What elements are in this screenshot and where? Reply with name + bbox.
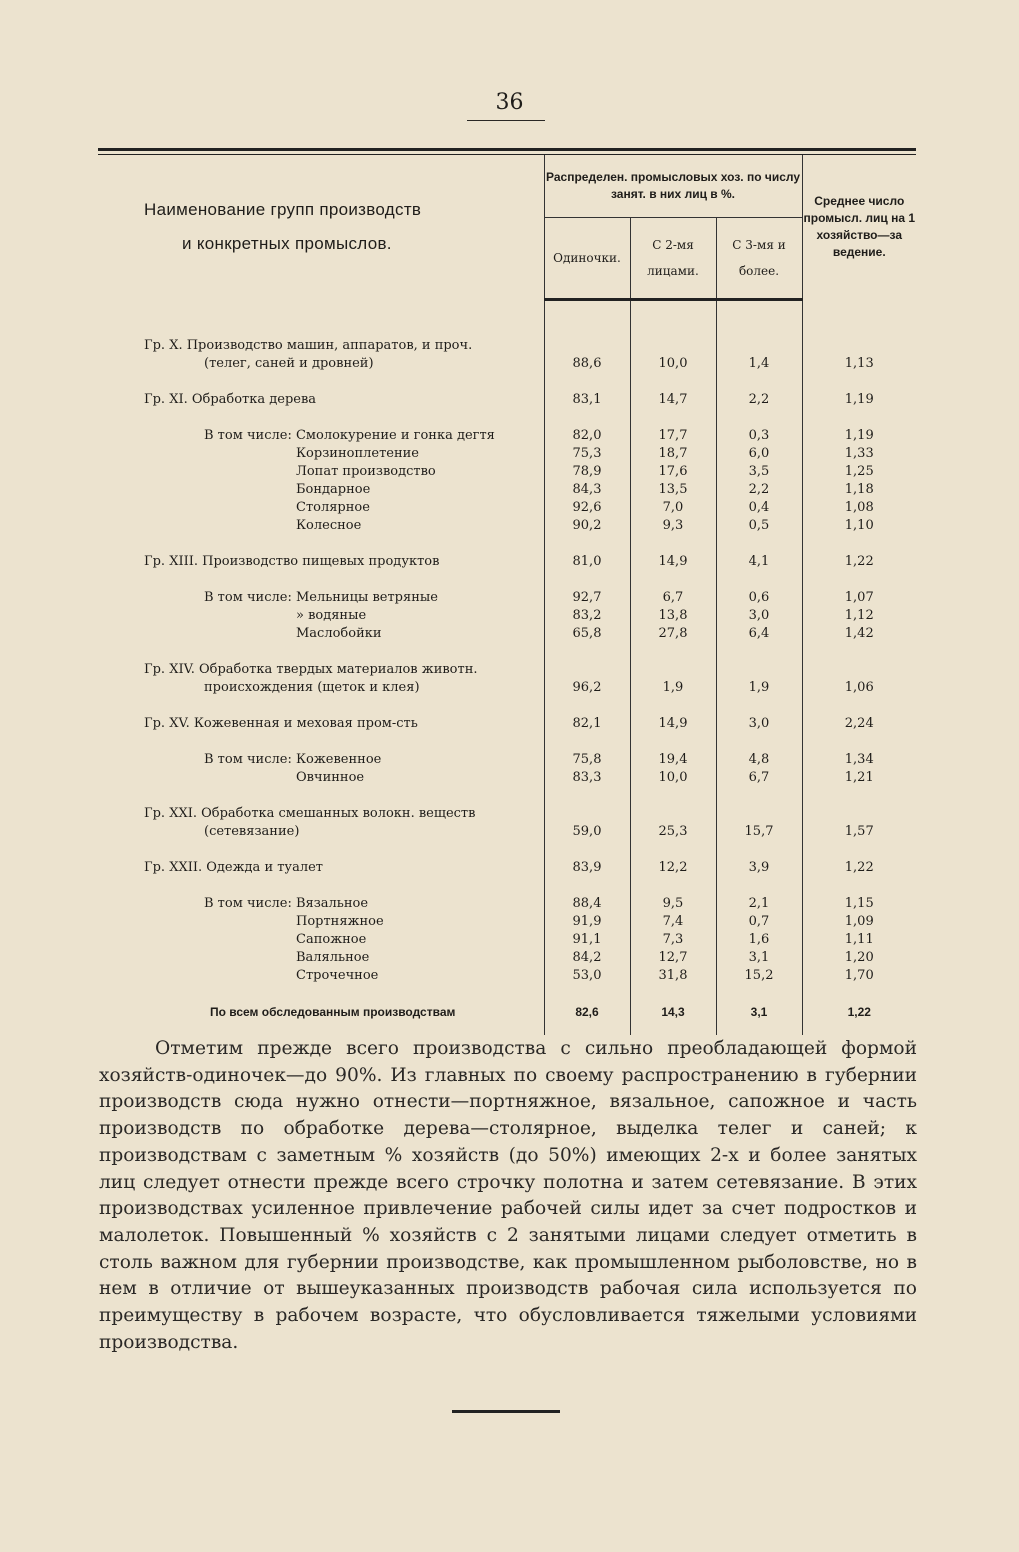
value-cell-b: 9,5 (630, 895, 716, 913)
table-row (98, 391, 916, 409)
value-cell-c: 4,1 (716, 553, 802, 571)
value-cell-a: 83,1 (544, 391, 630, 409)
value-cell-b: 14,3 (630, 1003, 716, 1021)
row-name (98, 481, 544, 499)
value-cell-c: 3,9 (716, 859, 802, 877)
row-name (98, 949, 544, 967)
value-cell-a: 82,6 (544, 1003, 630, 1021)
row-name-text: Маслобойки (296, 626, 382, 641)
row-name-text: Гр. XXII. Одежда и туалет (144, 860, 323, 875)
header-name-line2: и конкретных промыслов. (182, 234, 392, 254)
spacer-cell (802, 841, 916, 859)
value-cell-c: 2,2 (716, 481, 802, 499)
value-cell-c: 15,7 (716, 805, 802, 841)
value-cell-d: 1,22 (802, 859, 916, 877)
value-cell-b: 7,0 (630, 499, 716, 517)
value-cell-b: 17,7 (630, 427, 716, 445)
value-cell-c: 0,3 (716, 427, 802, 445)
value-cell-b: 14,7 (630, 391, 716, 409)
spacer-cell (802, 733, 916, 751)
header-name-line1: Наименование групп производств (144, 200, 422, 220)
row-name (98, 427, 544, 445)
value-cell-d: 1,13 (802, 337, 916, 373)
value-cell-a: 92,6 (544, 499, 630, 517)
value-cell-b: 12,2 (630, 859, 716, 877)
table-row (98, 805, 916, 841)
row-name-continuation: происхождения (щеток и клея) (204, 680, 420, 695)
value-cell-c: 6,0 (716, 445, 802, 463)
spacer-cell (630, 787, 716, 805)
value-cell-d: 1,11 (802, 931, 916, 949)
table-row (98, 967, 916, 985)
spacer-cell (716, 697, 802, 715)
value-cell-a: 83,2 (544, 607, 630, 625)
spacer-cell (630, 409, 716, 427)
value-cell-a: 84,3 (544, 481, 630, 499)
spacer-cell (802, 787, 916, 805)
value-cell-d: 1,70 (802, 967, 916, 985)
spacer-cell (98, 1021, 544, 1035)
row-name (98, 1003, 544, 1021)
value-cell-c: 0,7 (716, 913, 802, 931)
table-row (98, 553, 916, 571)
value-cell-d: 2,24 (802, 715, 916, 733)
value-cell-d: 1,34 (802, 751, 916, 769)
table-row (98, 715, 916, 733)
table-row (98, 499, 916, 517)
table-row (98, 463, 916, 481)
spacer-cell (630, 300, 716, 338)
page-number-rule (467, 120, 545, 121)
spacer-cell (630, 1021, 716, 1035)
row-name-text: Гр. XIV. Обработка твердых материалов животн. (144, 662, 478, 677)
spacer-cell (630, 733, 716, 751)
table-spacer-row (98, 697, 916, 715)
spacer-cell (544, 643, 630, 661)
value-cell-b: 9,3 (630, 517, 716, 535)
spacer-cell (802, 373, 916, 391)
table-spacer-row (98, 409, 916, 427)
spacer-cell (716, 643, 802, 661)
table-row (98, 859, 916, 877)
table-row (98, 931, 916, 949)
spacer-cell (98, 300, 544, 338)
row-name-text: Бондарное (296, 482, 371, 497)
row-name-text: Гр. XI. Обработка дерева (144, 392, 317, 407)
row-name-text: Гр. X. Производство машин, аппаратов, и проч. (144, 338, 473, 353)
end-rule (452, 1410, 560, 1413)
row-name (98, 391, 544, 409)
row-name (98, 589, 544, 607)
table-row (98, 445, 916, 463)
spacer-cell (630, 841, 716, 859)
row-name-continuation: (телег, саней и дровней) (204, 356, 374, 371)
value-cell-b: 14,9 (630, 715, 716, 733)
header-two-persons: С 2-мя лицами. (630, 218, 716, 300)
row-name-text: Гр. XIII. Производство пищевых продуктов (144, 554, 440, 569)
value-cell-d: 1,08 (802, 499, 916, 517)
table-row (98, 751, 916, 769)
row-name-text: Овчинное (296, 770, 365, 785)
table-end-spacer (98, 1021, 916, 1035)
value-cell-a: 88,4 (544, 895, 630, 913)
value-cell-b: 19,4 (630, 751, 716, 769)
value-cell-b: 7,3 (630, 931, 716, 949)
row-name (98, 463, 544, 481)
table-row (98, 895, 916, 913)
value-cell-a: 92,7 (544, 589, 630, 607)
value-cell-a: 59,0 (544, 805, 630, 841)
spacer-cell (716, 733, 802, 751)
value-cell-d: 1,20 (802, 949, 916, 967)
value-cell-b: 6,7 (630, 589, 716, 607)
spacer-cell (716, 877, 802, 895)
value-cell-b: 14,9 (630, 553, 716, 571)
value-cell-d: 1,22 (802, 553, 916, 571)
value-cell-b: 17,6 (630, 463, 716, 481)
row-name-text: Сапожное (296, 932, 367, 947)
row-name-text: Гр. XXI. Обработка смешанных волокн. веществ (144, 806, 476, 821)
row-name (98, 607, 544, 625)
value-cell-d: 1,19 (802, 391, 916, 409)
value-cell-d: 1,06 (802, 661, 916, 697)
value-cell-d: 1,33 (802, 445, 916, 463)
value-cell-a: 53,0 (544, 967, 630, 985)
row-name (98, 661, 544, 697)
spacer-cell (716, 1021, 802, 1035)
value-cell-d: 1,25 (802, 463, 916, 481)
row-name-text: Корзиноплетение (296, 446, 419, 461)
value-cell-c: 3,1 (716, 949, 802, 967)
value-cell-c: 2,1 (716, 895, 802, 913)
spacer-cell (716, 787, 802, 805)
value-cell-a: 82,0 (544, 427, 630, 445)
table-row (98, 589, 916, 607)
value-cell-d: 1,15 (802, 895, 916, 913)
table-spacer-row (98, 571, 916, 589)
value-cell-d: 1,42 (802, 625, 916, 643)
row-name (98, 625, 544, 643)
value-cell-a: 75,3 (544, 445, 630, 463)
header-single: Одиночки. (544, 218, 630, 300)
row-name (98, 805, 544, 841)
spacer-cell (98, 877, 544, 895)
value-cell-c: 3,5 (716, 463, 802, 481)
row-name (98, 751, 544, 769)
value-cell-a: 91,9 (544, 913, 630, 931)
table-spacer-row (98, 300, 916, 338)
value-cell-b: 31,8 (630, 967, 716, 985)
spacer-cell (544, 409, 630, 427)
row-name-text: В том числе: Смолокурение и гонка дегтя (204, 428, 495, 443)
spacer-cell (802, 571, 916, 589)
spacer-cell (630, 985, 716, 1003)
row-name (98, 337, 544, 373)
value-cell-c: 0,5 (716, 517, 802, 535)
table-spacer-row (98, 643, 916, 661)
row-name-text: Гр. XV. Кожевенная и меховая пром-сть (144, 716, 418, 731)
table-spacer-row (98, 373, 916, 391)
spacer-cell (544, 733, 630, 751)
table-row (98, 949, 916, 967)
spacer-cell (544, 985, 630, 1003)
spacer-cell (630, 697, 716, 715)
spacer-cell (716, 535, 802, 553)
value-cell-d: 1,57 (802, 805, 916, 841)
value-cell-c: 3,1 (716, 1003, 802, 1021)
value-cell-b: 1,9 (630, 661, 716, 697)
value-cell-b: 10,0 (630, 337, 716, 373)
row-name (98, 445, 544, 463)
row-name-text: » водяные (296, 608, 367, 623)
spacer-cell (716, 571, 802, 589)
spacer-cell (98, 571, 544, 589)
table-row (98, 337, 916, 373)
row-name (98, 517, 544, 535)
value-cell-a: 83,9 (544, 859, 630, 877)
row-name-text: В том числе: Кожевенное (204, 752, 382, 767)
value-cell-a: 65,8 (544, 625, 630, 643)
value-cell-d: 1,09 (802, 913, 916, 931)
value-cell-a: 88,6 (544, 337, 630, 373)
spacer-cell (544, 300, 630, 338)
value-cell-c: 6,7 (716, 769, 802, 787)
spacer-cell (630, 571, 716, 589)
header-three-more: С 3-мя и более. (716, 218, 802, 300)
value-cell-a: 78,9 (544, 463, 630, 481)
row-name (98, 859, 544, 877)
spacer-cell (544, 787, 630, 805)
value-cell-b: 7,4 (630, 913, 716, 931)
value-cell-a: 90,2 (544, 517, 630, 535)
value-cell-c: 4,8 (716, 751, 802, 769)
spacer-cell (630, 535, 716, 553)
value-cell-c: 15,2 (716, 967, 802, 985)
spacer-cell (544, 841, 630, 859)
value-cell-b: 25,3 (630, 805, 716, 841)
row-name (98, 895, 544, 913)
spacer-cell (98, 841, 544, 859)
spacer-cell (544, 535, 630, 553)
table-row (98, 661, 916, 697)
row-name-text: Лопат производство (296, 464, 436, 479)
spacer-cell (630, 643, 716, 661)
header-distribution-group: Распределен. промысловых хоз. по числу занят. в них лиц в %. (544, 155, 802, 218)
row-name (98, 931, 544, 949)
value-cell-c: 3,0 (716, 715, 802, 733)
spacer-cell (544, 373, 630, 391)
spacer-cell (630, 877, 716, 895)
spacer-cell (802, 985, 916, 1003)
row-name-text: Валяльное (296, 950, 370, 965)
table-total-row (98, 1003, 916, 1021)
spacer-cell (98, 733, 544, 751)
value-cell-a: 82,1 (544, 715, 630, 733)
row-name (98, 913, 544, 931)
value-cell-a: 83,3 (544, 769, 630, 787)
row-name-continuation: (сетевязание) (204, 824, 300, 839)
table-row (98, 625, 916, 643)
row-name (98, 967, 544, 985)
value-cell-c: 1,4 (716, 337, 802, 373)
spacer-cell (98, 535, 544, 553)
value-cell-c: 1,9 (716, 661, 802, 697)
value-cell-c: 0,6 (716, 589, 802, 607)
row-name (98, 499, 544, 517)
spacer-cell (802, 300, 916, 338)
table-body (98, 300, 916, 1036)
spacer-cell (802, 1021, 916, 1035)
value-cell-d: 1,10 (802, 517, 916, 535)
spacer-cell (630, 373, 716, 391)
value-cell-a: 91,1 (544, 931, 630, 949)
value-cell-b: 12,7 (630, 949, 716, 967)
row-name (98, 553, 544, 571)
table-row (98, 427, 916, 445)
value-cell-d: 1,22 (802, 1003, 916, 1021)
row-name-text: По всем обследованным производствам (210, 1005, 456, 1019)
value-cell-c: 1,6 (716, 931, 802, 949)
row-name-text: Колесное (296, 518, 362, 533)
table-spacer-row (98, 787, 916, 805)
spacer-cell (544, 877, 630, 895)
statistics-table-container (98, 148, 916, 1035)
table-row (98, 481, 916, 499)
table-spacer-row (98, 985, 916, 1003)
header-average: Среднее число промысл. лиц на 1 хозяйство—за ведение. (802, 155, 916, 300)
spacer-cell (98, 409, 544, 427)
table-row (98, 517, 916, 535)
table-spacer-row (98, 535, 916, 553)
value-cell-c: 6,4 (716, 625, 802, 643)
spacer-cell (802, 535, 916, 553)
page-number: 36 (495, 90, 524, 115)
spacer-cell (802, 643, 916, 661)
value-cell-a: 96,2 (544, 661, 630, 697)
value-cell-c: 2,2 (716, 391, 802, 409)
value-cell-a: 84,2 (544, 949, 630, 967)
value-cell-c: 3,0 (716, 607, 802, 625)
row-name-text: В том числе: Вязальное (204, 896, 369, 911)
value-cell-b: 18,7 (630, 445, 716, 463)
value-cell-b: 13,8 (630, 607, 716, 625)
spacer-cell (716, 841, 802, 859)
row-name-text: Столярное (296, 500, 370, 515)
spacer-cell (716, 409, 802, 427)
table-spacer-row (98, 841, 916, 859)
spacer-cell (802, 409, 916, 427)
spacer-cell (544, 697, 630, 715)
spacer-cell (98, 373, 544, 391)
value-cell-a: 81,0 (544, 553, 630, 571)
spacer-cell (716, 985, 802, 1003)
value-cell-d: 1,19 (802, 427, 916, 445)
table-top-rule (98, 148, 916, 151)
header-name-column (98, 155, 544, 300)
spacer-cell (716, 300, 802, 338)
row-name-text: В том числе: Мельницы ветряные (204, 590, 438, 605)
value-cell-a: 75,8 (544, 751, 630, 769)
row-name-text: Портняжное (296, 914, 384, 929)
value-cell-b: 27,8 (630, 625, 716, 643)
row-name-text: Строчечное (296, 968, 379, 983)
row-name (98, 715, 544, 733)
table-spacer-row (98, 733, 916, 751)
spacer-cell (98, 697, 544, 715)
table-row (98, 913, 916, 931)
spacer-cell (98, 787, 544, 805)
row-name (98, 769, 544, 787)
statistics-table (98, 155, 916, 1035)
spacer-cell (802, 877, 916, 895)
value-cell-b: 13,5 (630, 481, 716, 499)
spacer-cell (802, 697, 916, 715)
spacer-cell (544, 1021, 630, 1035)
spacer-cell (716, 373, 802, 391)
spacer-cell (98, 985, 544, 1003)
table-spacer-row (98, 877, 916, 895)
value-cell-d: 1,18 (802, 481, 916, 499)
value-cell-d: 1,12 (802, 607, 916, 625)
spacer-cell (544, 571, 630, 589)
value-cell-b: 10,0 (630, 769, 716, 787)
table-row (98, 607, 916, 625)
value-cell-d: 1,07 (802, 589, 916, 607)
value-cell-c: 0,4 (716, 499, 802, 517)
spacer-cell (98, 643, 544, 661)
value-cell-d: 1,21 (802, 769, 916, 787)
table-row (98, 769, 916, 787)
body-paragraph: Отметим прежде всего производства с сильно преобладающей формой хозяйств-одиночек—до 90%. Из главных по своему распространению в губернии производств сюда нужно отнести—портняжное, вязальное, сапожное и часть производств по обработке дерева—столярное, выделка телег и саней; к производствам с заметным % хозяйств (до 50%) имеющих 2-х и более занятых лиц следует отнести прежде всего строчку полотна и затем сетевязание. В этих производствах усиленное привлечение рабочей силы идет за счет подростков и малолеток. Повышенный % хозяйств с 2 занятыми лицами следует отметить в столь важном для губернии производстве, как промышленном рыболовстве, но в нем в отличие от вышеуказанных производств рабочая сила используется по преимуществу в рабочем возрасте, что обусловливается тяжелыми условиями производства. (99, 1038, 917, 1353)
